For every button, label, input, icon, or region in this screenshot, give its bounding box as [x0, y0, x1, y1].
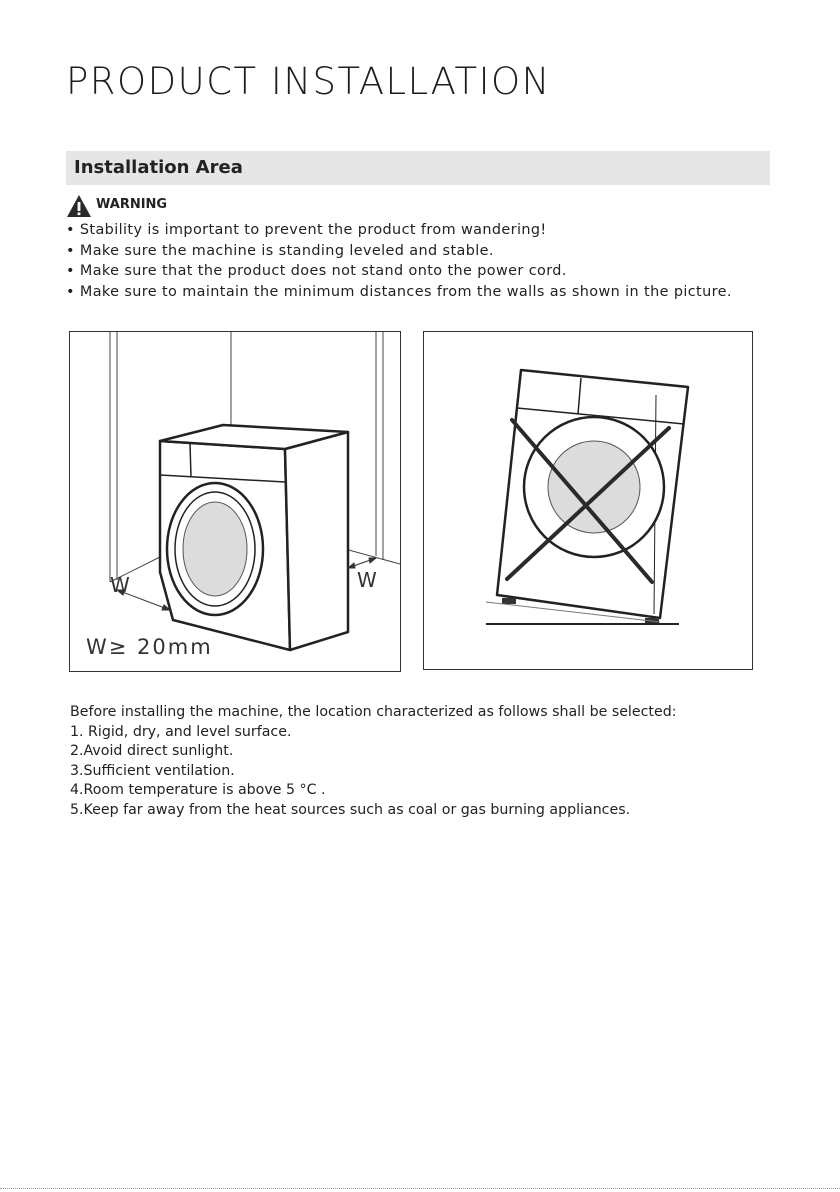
washing-machine-illustration — [70, 332, 400, 671]
page-bottom-divider — [0, 1188, 840, 1189]
location-intro: Before installing the machine, the location characterized as follows shall be selected: — [70, 704, 677, 720]
warning-bullet: • Make sure the machine is standing leveled and stable. — [66, 241, 732, 262]
requirement-item: 2.Avoid direct sunlight. — [70, 743, 234, 759]
warning-bullet: • Make sure that the product does not stand onto the power cord. — [66, 261, 732, 282]
clearance-label-left: W — [110, 573, 130, 597]
warning-label: WARNING — [96, 197, 168, 212]
incorrect-placement-figure — [423, 331, 753, 670]
location-requirements — [70, 703, 676, 820]
clearance-figure — [69, 331, 401, 672]
requirement-item: 3.Sufficient ventilation. — [70, 762, 235, 779]
warning-icon — [66, 194, 92, 222]
warning-bullet-list — [66, 220, 732, 303]
requirement-item: 5.Keep far away from the heat sources such as coal or gas burning appliances. — [70, 801, 631, 818]
requirement-item: 4.Room temperature is above 5 °C . — [70, 782, 326, 798]
requirements-list — [70, 723, 676, 821]
warning-bullet: • Stability is important to prevent the product from wandering! — [66, 220, 732, 241]
tilted-machine-crossed-illustration — [424, 332, 752, 669]
requirement-item: 1. Rigid, dry, and level surface. — [70, 723, 292, 740]
section-header — [66, 151, 770, 185]
warning-bullet: • Make sure to maintain the minimum distances from the walls as shown in the picture. — [66, 282, 732, 303]
clearance-spec: W≥ 20mm — [86, 635, 213, 659]
clearance-label-right: W — [357, 568, 377, 592]
page-title: PRODUCT INSTALLATION — [66, 60, 551, 103]
section-title: Installation Area — [74, 157, 243, 178]
